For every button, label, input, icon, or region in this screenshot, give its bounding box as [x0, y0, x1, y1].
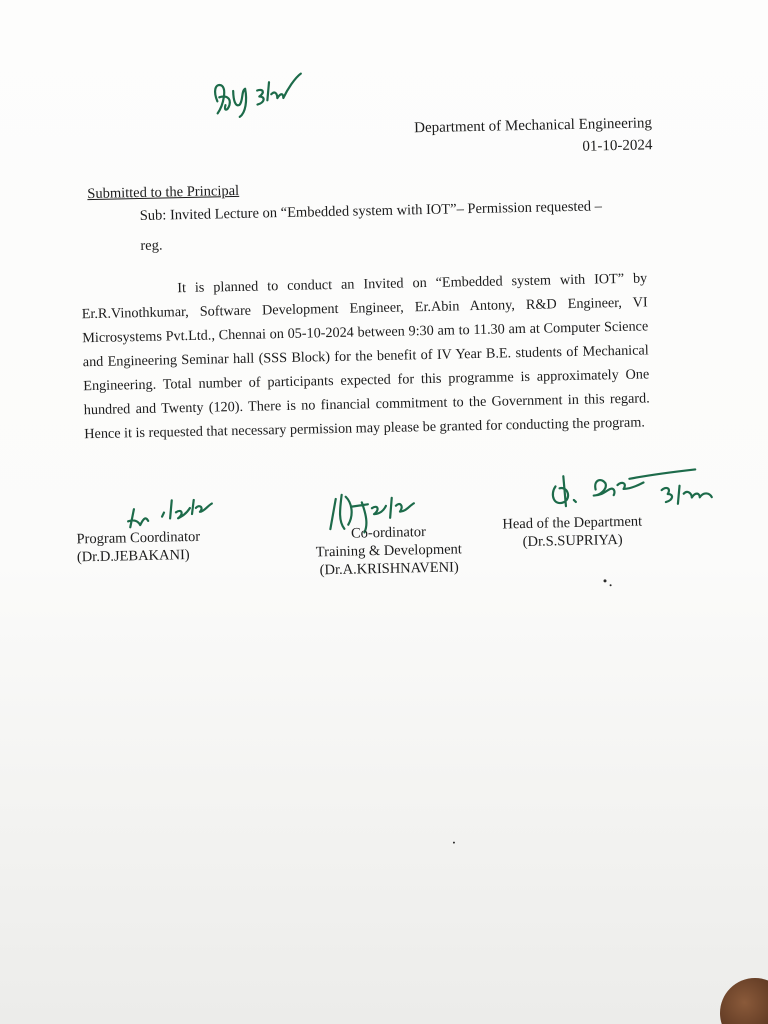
department-header	[414, 112, 653, 161]
program-coordinator-signature	[119, 485, 230, 533]
program-coordinator-block	[76, 527, 225, 566]
addressee-line: Submitted to the Principal	[87, 182, 240, 203]
subject-line: Sub: Invited Lecture on “Embedded system with IOT”– Permission requested –	[139, 198, 603, 225]
subject-block	[139, 191, 640, 261]
signatory-role: Program Coordinator	[76, 528, 201, 548]
hod-signature	[543, 463, 734, 517]
letter-body: It is planned to conduct an Invited on “Embedded system with IOT” by Er.R.Vinothkumar, Software Development Engineer, Er.Abin Antony, R&D Engineer, VI Microsystems Pvt.Ltd., Chennai on 05-10-2024 between 9:30 am to 11.30 am at Computer Science and Engineering Seminar hall (SSS Block) for the benefit of IV Year B.E. students of Mechanical Engineering. Total number of participants expected for this programme is approximately One hundred and Twenty (120). There is no financial commitment to the Government in this regard. Hence it is requested that necessary permission may please be granted for conducting the program.	[81, 270, 650, 443]
signatory-name: (Dr.D.JEBAKANI)	[76, 547, 190, 566]
signatory-role: Co-ordinator	[350, 524, 427, 542]
ink-speck	[610, 584, 612, 586]
letter-date: 01-10-2024	[582, 137, 653, 155]
signatory-name: (Dr.A.KRISHNAVENI)	[319, 559, 459, 579]
signatory-role: Head of the Department	[502, 513, 643, 533]
ink-speck	[453, 842, 455, 844]
coordinator-block	[300, 522, 477, 580]
ink-speck	[603, 579, 606, 582]
signatory-role-line-2: Training & Development	[315, 541, 463, 561]
principal-signature	[205, 59, 326, 123]
department-name: Department of Mechanical Engineering	[413, 115, 653, 137]
signatory-name: (Dr.S.SUPRIYA)	[522, 531, 623, 551]
subject-line-continuation: reg.	[140, 237, 163, 254]
hod-block	[490, 512, 655, 551]
